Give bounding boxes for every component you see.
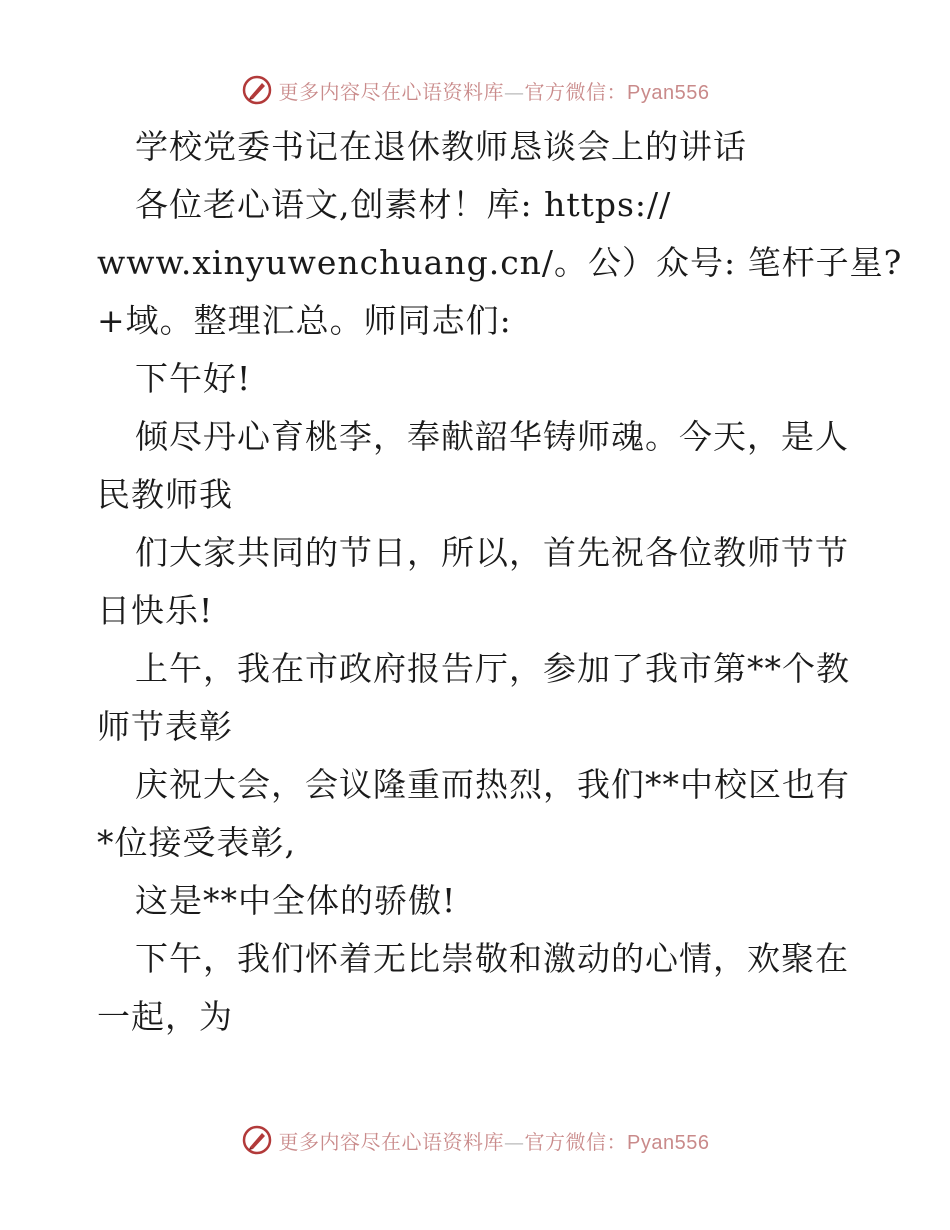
footer-watermark [0, 1120, 950, 1160]
text-line: 庆祝大会，会议隆重而热烈，我们**中校区也有 [135, 765, 850, 804]
text-line: 一起，为 [97, 997, 233, 1036]
text-line: 日快乐! [97, 591, 214, 630]
text-line: 各位老心语文,创素材！库: https:// [135, 185, 672, 224]
text-line: 上午，我在市政府报告厅，参加了我市第**个教 [135, 649, 850, 688]
text-line: 民教师我 [97, 475, 233, 514]
text-line: 倾尽丹心育桃李，奉献韶华铸师魂。今天，是人 [135, 417, 849, 456]
pen-logo-icon [241, 1124, 273, 1156]
text-line: 下午，我们怀着无比崇敬和激动的心情，欢聚在 [135, 939, 849, 978]
text-line: www.xinyuwenchuang.cn/。公）众号: 笔杆子星? [97, 243, 903, 282]
text-line: +域。整理汇总。师同志们: [97, 301, 512, 340]
text-line: 下午好! [135, 359, 252, 398]
watermark-text: 更多内容尽在心语资料库—官方微信：Pyan556 [278, 79, 710, 104]
text-line: 们大家共同的节日，所以，首先祝各位教师节节 [135, 533, 849, 572]
document-title: 学校党委书记在退休教师恳谈会上的讲话 [135, 127, 747, 166]
text-line: 这是**中全体的骄傲! [135, 881, 457, 920]
text-line: *位接受表彰, [97, 823, 296, 862]
pen-logo-icon [241, 74, 273, 106]
text-line: 师节表彰 [97, 707, 233, 746]
watermark-text: 更多内容尽在心语资料库—官方微信：Pyan556 [278, 1129, 710, 1154]
header-watermark [0, 70, 950, 110]
document-body [97, 118, 903, 1046]
